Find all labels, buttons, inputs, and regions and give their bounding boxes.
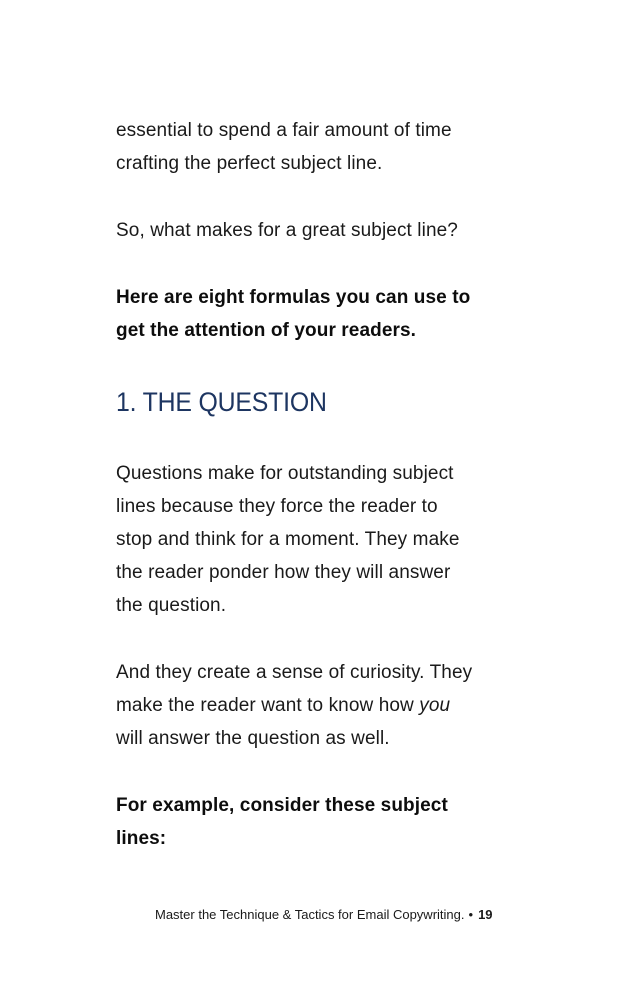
- paragraph-formulas: [116, 281, 526, 347]
- paragraph-questions-explained: [116, 457, 526, 622]
- section-heading: 1. THE QUESTION: [116, 387, 327, 417]
- page-footer: [155, 906, 535, 924]
- text-line: essential to spend a fair amount of time: [116, 120, 452, 141]
- footer-separator: •: [468, 907, 474, 922]
- text-line: crafting the perfect subject line.: [116, 153, 383, 174]
- paragraph-question: So, what makes for a great subject line?: [116, 220, 458, 241]
- text-line: Questions make for outstanding subject: [116, 463, 454, 484]
- text-line: lines because they force the reader to: [116, 496, 438, 517]
- paragraph-intro: [116, 114, 526, 180]
- text-line: stop and think for a moment. They make: [116, 529, 460, 550]
- page-content: [116, 114, 526, 855]
- paragraph-curiosity: [116, 656, 526, 755]
- text-line: the reader ponder how they will answer: [116, 562, 451, 583]
- page-number: 19: [478, 907, 493, 922]
- text-line: For example, consider these subject: [116, 795, 448, 816]
- text-line: will answer the question as well.: [116, 728, 390, 749]
- footer-title: Master the Technique & Tactics for Email Copywriting.: [155, 907, 465, 922]
- text-line: Here are eight formulas you can use to: [116, 287, 471, 308]
- text-line: the question.: [116, 595, 227, 616]
- text-line: lines:: [116, 828, 167, 849]
- text-line: make the reader want to know how: [116, 695, 420, 716]
- emphasis-you: you: [419, 695, 451, 716]
- paragraph-example: [116, 789, 526, 855]
- text-line: And they create a sense of curiosity. They: [116, 662, 473, 683]
- text-line: get the attention of your readers.: [116, 320, 417, 341]
